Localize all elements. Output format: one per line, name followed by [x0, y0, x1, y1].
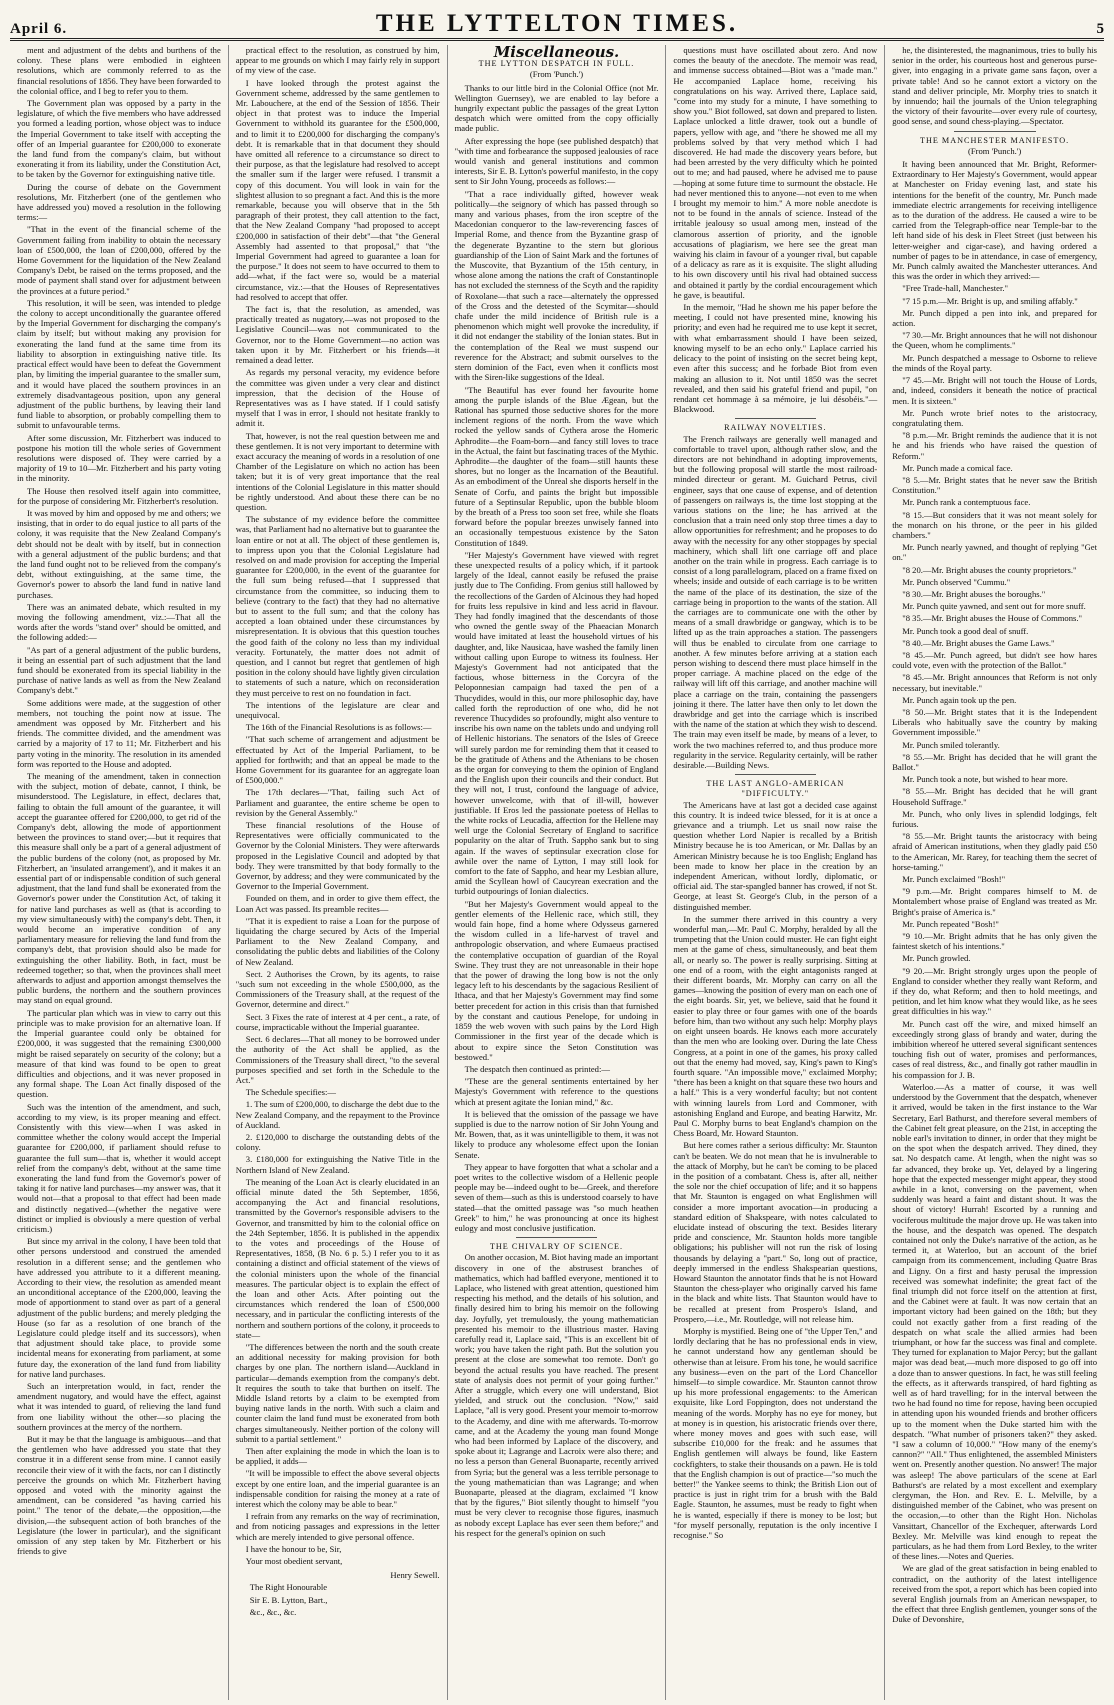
- article-paragraph: Mr. Punch again took up the pen.: [902, 694, 1017, 705]
- article-paragraph: "As part of a general adjustment of the public burdens, it being an essential part of such adjustment that the land fund should be exonerated from its special liability in the purchase of native lands as well as from the New Zealand Company's debt.": [17, 644, 221, 696]
- article-paragraph: "That in the event of the financial scheme of the Government failing from inability to obtain the necessary loan of £500,000, the loan of £200,000, offered by the Home Government for the liquidation of the New Zealand Company's Debt, be raised on the terms proposed, and the mode of payment shall stand over for adjustment between the provinces at a future period.": [17, 224, 221, 296]
- article-paragraph: he, the disinterested, the magnanimous, tries to bully his senior in the order, his courteous host and generous purse-giver, into engaging in a private game sans façon, over a private table! And so he cannot extort a victory on the stand and deliver principle, Mr. Morphy tries to snatch it by innuendo; hail the journals of the Union telegraphing the victory of their favourite—over every rule of courtesy, good sense, and sound chess-playing.—Spectator.: [892, 45, 1097, 127]
- article-paragraph: The French railways are generally well managed and comfortable to travel upon, although rather slow, and the directors are not behindhand in adopting improvements, but the following proposal will startle the most railroad-minded directeur or gerant. M. Guichard Petrus, civil engineer, says that one cause of expense, and of detention of passengers on railways is, the time lost stopping at the various stations on the line; he has arrived at the conclusion that a train need only stop three times a day to allow opportunities for refreshment; and he proposes to do away with the necessity for any other stoppages by special machinery, which shall lift one carriage off and place another on the train while in progress. Each carriage is to consist of a long parallelogram, placed on a frame fixed on wheels; inside and outside of each carriage is to be written the name of the place of its destination, the size of the carriage being in proportion to the wants of the station. All the carriages are to communicate one with the other by means of a small drawbridge or gangway, which is to be lifted up as the train approaches a station. The passengers will thus be enabled to circulate from one carriage to another. A few minutes before arriving at a station each person wishing to descend there must place himself in the proper carriage. A machine placed on the edge of the railway will lift off this carriage, and another machine will place a carriage on the train, containing the passengers joining it there. The latter have then only to let down the drawbridge and get into the carriage which is inscribed with the name of the station at which they wish to descend. The train may even itself be made, by means of a lever, to work the two machines referred to, and thus produce more regularity in the service. Regularity certainly, will be rather desirable.—Building News.: [673, 433, 878, 771]
- article-paragraph: "8 20.—Mr. Bright abuses the county proprietors.": [902, 564, 1077, 575]
- article-paragraph: Mr. Punch rank a contemptuous face.: [902, 497, 1031, 508]
- article-paragraph: In the summer there arrived in this country a very wonderful man,—Mr. Paul C. Morphy, heralded by all the trumpeting that the Union could muster. He can fight eight men at the game of chess, simultaneously, and beat them all, or nearly so. The power is really surprising. Sitting at one end of a room, with the eight antagonists ranged at their different boards, Mr. Morphy can carry on all the games—knowing the position of every man on each one of the eight boards. Sir, yet, we believe, said that he found it easier to play three or four games with one of the boards before him, than two without any such help: Morphy plays on eight unseen boards. He knows each more accurately than the men who are looking over. During the late Chess Congress, at a point in one of the games, his proxy called out that the enemy had moved, say, King's pawn to King's fourth square. "An impossible move," exclaimed Morphy; "there has been a knight on that square these two hours and a half." This is a very wonderful faculty; but not content with winning laurels from Lord and Commoner, with astonishing England and Europe, and beating Harwitz, Mr. Paul C. Morphy burns to beat England's champion on the Chess Board, Mr. Howard Staunton.: [673, 913, 878, 1139]
- section-heading: Miscellaneous.: [493, 45, 620, 61]
- section-divider: [954, 131, 1036, 132]
- article-paragraph: During the course of debate on the Government resolutions, Mr. Fitzherbert (one of the gentlemen who have addressed you) moved a resolution in the following terms:—: [17, 181, 221, 223]
- article-paragraph: "8 40.—Mr. Bright abuses the Game Laws.": [902, 637, 1055, 648]
- column-4: [666, 45, 885, 1700]
- issue-date: April 6.: [10, 21, 68, 37]
- article-paragraph: Mr. Punch made a comical face.: [902, 462, 1013, 473]
- article-paragraph: The House then resolved itself again into committee, for the purpose of considering Mr. Fitzherbert's resolution.: [17, 485, 221, 506]
- article-paragraph: Your most obedient servant,: [245, 1556, 343, 1567]
- article-paragraph: Mr. Punch exclaimed "Bosh!": [902, 874, 1006, 885]
- article-paragraph: But since my arrival in the colony, I have been told that other persons understood and construed the amended resolution in a different sense; and the gentlemen who have addressed you attribute to it a different meaning. According to their view, the resolution as amended meant an unconditional acceptance of the £200,000, leaving the mode of apportionment to stand over as part of a general adjustment of the public burdens; and merely pledging the House (so far as a resolution of one branch of the Legislature could pledge itself and its successors), when that adjustment should take place, to provide some incidental means for exonerating from parliament, at some future day, the exoneration of the land fund from liability for native land purchases.: [17, 1236, 221, 1379]
- article-paragraph: "8 p.m.—Mr. Bright reminds the audience that it is not he and his friends who have raised the question of Reform.": [892, 430, 1097, 461]
- article-paragraph: The particular plan which was in view to carry out this principle was to make provision for an alternative loan. If the Imperial guarantee could only be obtained for £200,000, it was suggested that the remaining £300,000 might be raised separately on security of the colony; but a measure of that kind was found to be open to great difficulties and objections, and it was never proposed in any formal shape. The Loan Act finally disposed of the question.: [17, 1007, 221, 1100]
- article-paragraph: practical effect to the resolution, as construed by him, appear to me grounds on which I may fairly rely in support of my view of the case.: [235, 45, 440, 76]
- article-paragraph: questions must have oscillated about zero. And now comes the beauty of the anecdote. The memoir was read, and immense success obtained—Biot was a "made man." He accompanied Laplace home, receiving his congratulations on his way. Arrived there, Laplace said, "come into my study for a minute, I have something to show you." Biot followed, sat down and prepared to listen. Laplace unlocked a little drawer, took out a bundle of papers, yellow with age, and "there he showed me all my problems solved by that very method which I had discovered. He had made the discovery years before, but had been arrested by the very difficulty which he pointed out to me; and had paused, where he advised me to pause—hoping at some future time to surmount the obstacle. He had never mentioned this to anyone—not even to me when I brought my memoir to him." A more noble anecdote is not to be found in the annals of science. Instead of the irritable jealousy so usual among men, instead of the clamorous assertion of priority, and the ignoble accusations of plagiarism, we here see the great man waiving his claim in favour of a younger rival, but capable of a delicacy as rare as it is exquisite. The slight alluding to his own discovery until his rival had obtained success and obtained it partly by the cordial encouragement which he gave, is beautiful.: [673, 45, 878, 300]
- article-paragraph: We are glad of the great satisfaction in being enabled to contradict, on the authority of the latest intelligence received from the spot, a report which has been copied into several English journals from an American newspaper, to the effect that three English gentlemen, younger sons of the Duke of Devonshire,: [892, 1563, 1097, 1625]
- article-paragraph: Waterloo.—As a matter of course, it was well understood by the Government that the despatch, whenever it arrived, would be taken in the first instance to the War Secretary, Earl Bathurst, and therefore several members of the Cabinet felt great pleasure, on the 21st, in accepting the noble earl's invitation to dinner, in order that they might be on the spot when the despatch arrived. They dined, they sat. No despatch came. At length, when the night was so far advanced, they broke up. Yet, delayed by a lingering hope that the expected messenger might appear, they stood awhile in a knot, conversing on the pavement, when suddenly was heard a faint and distant shout. It was the shout of victory! Hurrah! Escorted by a running and vociferous multitude the major drove up. He was taken into the house, and the despatch was opened. The despatch contained not only the Duke's narrative of the action, as he termed it, at Waterloo, but an account of the brief campaign from its commencement, including Quatre Bras and Ligny. On a first and hasty perusal the impression received was somewhat indefinite; the great fact of the final triumph did not force itself on the attention at first, and the Cabinet were at fault. It was now certain that an important victory had been gained on the 18th; but they could not exactly gather from a first reading of the despatch on what scale the allied armies had been triumphant, or how far the success was final and complete. They turned for explanation to Major Percy; but the gallant major was dead beat,—much more disposed to go off into a doze than to answer questions. In fact, he was still feeling the effects, as it afterwards transpired, of hard fighting as well as of hard travelling; for in the interval between the two he had found no time for repose, having been occupied in attending upon his wounded friends and brother officers up to the moment when the Duke started him with the despatch. "What number of prisoners taken?" they asked. "I saw a column of 10,000." "How many of the enemy's cannon?" "All." Thus enlightened, the assembled Ministers went on. Presently another question. No answer! The major was asleep! The above particulars of the scene at Earl Bathurst's are related by a most excellent and exemplary clergyman, the Hon. and Rev. E. L. Melville, by a distinguished member of the Cabinet, who was present on the occasion,—to other than the Right Hon. Nicholas Vansittart, Chancellor of the Exchequer, afterwards Lord Bexley. Mr. Melville was kind enough to repeat the particulars, as he had them from Lord Bexley, to the writer of these lines.—Notes and Queries.: [892, 1081, 1097, 1562]
- article-paragraph: After some discussion, Mr. Fitzherbert was induced to postpone his motion till the whole series of Government resolutions were disposed of. They were carried by a majority of 19 to 10—Mr. Fitzherbert and his party voting in the minority.: [17, 432, 221, 484]
- article-paragraph: "That a race individually gifted, however weak politically—the seignory of which has passed through so many and various phases, from the iron sceptre of the Macedonian conqueror to the law-reverencing fasces of Imperial Rome, and thence from the Byzantine grasp of the degenerate Byzantine to the stern but glorious guardianship of the Lion of Saint Mark and the fortunes of the Muscovite, that Byzantium of the 15th century, in whose alone among the nations the craft of Constantinople has not excluded the sternness of the Scyth and the rapidity of Roxolane—that such a race—alternately the oppressed of the Cross and the detested of the Scymitar—should chafe under the mild incidence of British rule is a phenomenon which might well provoke the incredulity, if it did not endanger the stability of the Ionian states. But in the contemplation of the Real we must suspend our reverence for the Abstract; and submit ourselves to the stern dominion of the Fact, even when it conflicts most with the Siren-like suggestions of the Ideal.: [454, 188, 659, 383]
- article-paragraph: Mr. Punch observed "Cummu.": [902, 576, 1011, 587]
- article-paragraph: As regards my personal veracity, my evidence before the committee was given under a very clear and distinct impression, that the decision of the House of Representatives was as I have stated. If I could satisfy myself that I was in error, I should not hesitate frankly to admit it.: [235, 367, 440, 429]
- article-paragraph: 1. The sum of £200,000, to discharge the debt due to the New Zealand Company, and the repayment to the Province of Auckland.: [235, 1099, 440, 1130]
- article-title: RAILWAY NOVELTIES.: [724, 423, 827, 433]
- article-paragraph: Mr. Punch quite yawned, and sent out for more snuff.: [902, 601, 1086, 612]
- section-divider: [735, 418, 817, 419]
- article-paragraph: Sect. 6 declares—That all money to be borrowed under the authority of the Act shall be applied, as the Commissioners of the Treasury shall direct, "to the several purposes specified and set forth in the Schedule to the Act.": [235, 1034, 440, 1085]
- section-divider: [735, 774, 817, 775]
- article-paragraph: "8 15.—But considers that it was not meant solely for the monarch on his throne, or the peer in his gilded chambers.": [892, 509, 1097, 540]
- article-paragraph: "But her Majesty's Government would appeal to the gentler elements of the Hellenic race, which still, they would fain hope, find a home where Odysseus garnered the wisdom culled in a life-harvest of travel and anthropologic observation, and where Eumaeus practised the contemplative occupation of guardian of the Royal Swine. They trust they are not unreasonable in their hope that the power of drawing the long bow is not the only legacy left to his descendants by the sagacious Resilient of Ithaca, and that her Majesty's Government may find some better precedent for action in this crisis than that furnished by the constant and cautious Penelope, for undoing in 1859 the web woven with such pains by the Lord High Commissioner in the first year of the decade which is about to expire since the Seton Constitution was bestowed.": [454, 898, 659, 1062]
- article-paragraph: These financial resolutions of the House of Representatives were officially communicated to the Governor by the Colonial Ministers. They were afterwards proposed in the Legislative Council and adopted by that body. They were transmitted by that body formally to the Governor, by address; and they were communicated by the Governor to the Imperial Government.: [235, 820, 440, 892]
- article-paragraph: "That it is expedient to raise a Loan for the purpose of liquidating the charge secured by Acts of the Imperial Parliament to the New Zealand Company, and consolidating the public debts and liabilities of the Colony of New Zealand.: [235, 915, 440, 967]
- article-paragraph: Mr. Punch repeated "Bosh!": [902, 918, 999, 929]
- article-paragraph: "The differences between the north and the south create an additional necessity for making provision for both charges by one plan. The northern island—Auckland in particular—demands exemption from the company's debt. It requires the south to take that burthen on itself. The Middle Island retorts by a claim to be exempted from buying native lands in the north. With such a claim and counter claim the land fund must be exonerated from both charges simultaneously. Neither portion of the colony will submit to a partial settlement.": [235, 1341, 440, 1444]
- article-paragraph: Thanks to our little bird in the Colonial Office (not Mr. Wellington Guernsey), we are enabled to lay before a hungrily expectant public the passages of the great Lytton despatch which were omitted from the copy officially made public.: [454, 82, 659, 134]
- article-paragraph: This resolution, it will be seen, was intended to pledge the colony to accept unconditionally the guarantee offered by the Imperial Government for discharging the company's claim by itself; but without making any provision for exonerating the land fund at the same time from its liability to absorption in extinguishing native title. Its practical effect would have been to defeat the Government plan, by limiting the imperial guarantee to the smaller sum, and it would have placed the southern provinces in an extremely disadvantageous position, upon any general adjustment of the public burthens, by leaving their land fund liable to absorption, or probably compelling them to submit to unfavourable terms.: [17, 297, 221, 431]
- article-paragraph: The 16th of the Financial Resolutions is as follows:—: [245, 722, 432, 733]
- article-paragraph: Sect. 3 Fixes the rate of interest at 4 per cent., a rate, of course, impracticable without the Imperial guarantee.: [235, 1011, 440, 1032]
- column-1: [10, 45, 229, 1700]
- page-number: 5: [1096, 21, 1104, 37]
- letter-addressee: &c., &c., &c.: [249, 1606, 297, 1617]
- article-paragraph: The 17th declares—"That, failing such Act of Parliament and guarantee, the entire scheme be open to revision by the General Assembly.": [235, 787, 440, 818]
- letter-addressee: Sir E. B. Lytton, Bart.,: [249, 1594, 328, 1605]
- article-paragraph: "8 45.—Mr. Bright announces that Reform is not only necessary, but inevitable.": [892, 672, 1097, 693]
- article-paragraph: Mr. Punch took a good deal of snuff.: [902, 625, 1029, 636]
- article-paragraph: "8 45.—Mr. Punch agreed, but didn't see how hares could vote, even with the protection of the Ballot.": [892, 649, 1097, 671]
- article-title: THE LYTTON DESPATCH IN FULL.: [478, 59, 635, 69]
- article-paragraph: "9 p.m.—Mr. Bright compares himself to M. de Montalembert whose praise of England was treated as Mr. Bright's praise of America is.": [892, 886, 1097, 917]
- newspaper-title: THE LYTTELTON TIMES.: [375, 10, 739, 37]
- article-paragraph: Founded on them, and in order to give them effect, the Loan Act was passed. Its preamble recites—: [235, 893, 440, 914]
- section-divider: [516, 1237, 598, 1238]
- article-paragraph: Mr. Punch growled.: [902, 953, 971, 964]
- article-paragraph: "8 55.—Mr. Bright has decided that he will grant Household Suffrage.": [892, 786, 1097, 807]
- article-paragraph: Sect. 2 Authorises the Crown, by its agents, to raise "such sum not exceeding in the whole £500,000, as the Commissioners of the Treasury shall, at the request of the Governor, determine and direct.": [235, 968, 440, 1010]
- article-paragraph: In the memoir, "Had he shown me his paper before the meeting, I could not have presented mine, knowing his priority; and even had he required me to use kept it secret, with what embarrassment should I have been seized, knowing myself to be an echo only." Laplace carried his delicacy to the point of insisting on the secret being kept, even after this success; and he forbade Biot from even making an allusion to it. Not until 1850 was the secret revealed, and then said his grateful friend and pupil, "on rendant cet hommage à sa mémoire, je lui désobéis."—Blackwood.: [673, 302, 878, 415]
- article-paragraph: I refrain from any remarks on the way of recrimination, and from noticing passages and expressions in the letter which are merely intended to give personal offence.: [235, 1511, 440, 1542]
- article-paragraph: They appear to have forgotten that what a scholar and a poet writes to the collective wisdom of a Hellenic people people may be—indeed ought to be—Greek, and therefore seven of them—such as this is understood coarsely to have stated—that the omitted passage was "so much heathen Greek" to him," he was pronouncing at once its highest eulogy and most conclusive justification.: [454, 1161, 659, 1233]
- letter-addressee: The Right Honourable: [249, 1582, 328, 1593]
- article-paragraph: "8 55.—Mr. Bright has decided that he will grant the Ballot.": [892, 751, 1097, 772]
- letter-signature: Henry Sewell.: [390, 1570, 440, 1581]
- article-paragraph: I have looked through the protest against the Government scheme, addressed by the same gentlemen to Mr. Labouchere, at the end of the Session of 1856. Their object in that protest was to induce the Imperial Government to withhold its guarantee for the £500,000, and to limit it to £200,000 for discharging the company's debt. It is remarkable that in that document they should have omitted all reference to a circumstance so direct to their purpose, as that the legislature had resolved to accept the smaller sum if the larger were refused. I transmit a copy of this document. You will look in vain for the slightest allusion to so pregnant a fact. And this is the more remarkable, because you will observe that in the 5th paragraph of their protest, they call attention to the fact, that the New Zealand Company "had proposed to accept £200,000 in satisfaction of their debt"—that "the General Assembly had assented to that proposal," that "the Imperial Government had agreed to guarantee a loan for the purpose." It does not seem to have occurred to them to add—what, if the fact were so, would be a material circumstance, viz.:—that the Houses of Representatives had resolved to accept that offer.: [235, 77, 440, 302]
- article-paragraph: Mr. Punch took a note, but wished to hear more.: [902, 774, 1068, 785]
- article-title: THE MANCHESTER MANIFESTO.: [919, 135, 1070, 145]
- article-paragraph: Mr. Punch nearly yawned, and thought of replying "Get on.": [892, 542, 1097, 563]
- article-paragraph: Mr. Punch dipped a pen into ink, and prepared for action.: [892, 307, 1097, 329]
- article-paragraph: "8 35.—Mr. Bright abuses the House of Commons.": [902, 613, 1083, 624]
- article-paragraph: The substance of my evidence before the committee was, that Parliament had no alternative but to guarantee the loan entire or not at all. The object of these gentlemen is, to impress upon you that the Colonial Legislature had resolved on and made provision for accepting the Imperial guarantee for £200,000, in the event of the guarantee for the full sum being refused—that I suppressed that circumstance from the committee, so inducing them to believe (contrary to the fact) that they had no alternative but to assent to the full sum; and that the colony has accepted a loan obtained under these circumstances by misrepresentation. It is obvious that this question touches the good faith of the colony no less than my individual veracity. Fortunately, the matter does not admit of question, and I cannot but regret that gentlemen of high position in the colony should have lightly given circulation to statements of such a nature, which on reconsideration they must perceive to rest on no foundation in fact.: [235, 514, 440, 698]
- masthead: [10, 8, 1104, 41]
- article-paragraph: Then after explaining the mode in which the loan is to be applied, it adds—: [235, 1446, 440, 1467]
- article-paragraph: "7 30.—Mr. Bright announces that he will not dishonour the Queen, whom he compliments.": [892, 330, 1097, 351]
- article-paragraph: "That such scheme of arrangement and adjustment be effectuated by Act of the Imperial Parliament, to be applied for forthwith; and that an appeal be made to the Home Government for its guarantee for an aggregate loan of £500,000.": [235, 734, 440, 786]
- article-paragraph: Morphy is mystified. Being one of "the Upper Ten," and lordly declaring that he has no professional ends in view, he cannot understand how any gentleman should be otherwise than at leisure. From his tone, he would sacrifice any business—even on the part of the Lord Chancellor himself—to simple cowardice. Mr. Staunton cannot throw up his more professional engagements: to the American exquisite, like Lord Foppington, does not understand the meaning of the words. Morphy has no eye for money, but at money is in question, his aristocratic friends over there, where money moves and goes with such ease, will subscribe £10,000 for the freak: and he assumes that English gentlemen will always be found, like Eastern cockfighters, to stake their thousands on a pawn. He is told that the English champion is out of practice—"so much the better!" the Yankee seems to think; the British Lion out of practice is just in right trim for a brush with the Bald Eagle. Staunton, he assumes, must be ready to fight when he is wanted, especially if there is money to be lost; but "for myself personally, reputation is the only incentive I recognise." So: [673, 1325, 878, 1541]
- article-paragraph: But here comes rather a serious difficulty: Mr. Staunton can't be beaten. We do not mean that he is invulnerable to the attack of Morphy, but he can't be coming to be placed in the position of a combatant. Chess is, after all, neither the sole nor the chief occupation of life; and it so happens that Mr. Staunton is engaged on what Englishmen will consider a more important avocation—in producing a standard edition of Shakspeare, with notes calculated to elucidate instead of obscuring the text. Besides literary pride and conscience, Mr. Staunton holds more tangible obligations; his publisher will not run the risk of losing thousands by delaying a "part." So, long out of practice, deeply immersed in the endless Shakspearian questions, Howard Staunton the annotator finds that he is not Howard Staunton the chess-player who originally carved his fame in the black and white lists. That Staunton would have to be recalled at present from Prospero's Island, and Prospero,—i.e., Mr. Routledge, will not release him.: [673, 1140, 878, 1324]
- column-3: [448, 45, 667, 1700]
- article-source: (From 'Punch.'): [967, 145, 1022, 156]
- article-paragraph: It was moved by him and opposed by me and others; we insisting, that in order to do equal justice to all parts of the colony, it was requisite that the New Zealand Company's debt should not be dealt with by itself, but in connection with a general adjustment of the public burdens; and that the land fund ought not to be relieved from the company's debt, without extinguishing, at the same time, the Governor's power to absorb the land fund in native land purchases.: [17, 507, 221, 600]
- article-paragraph: On another occasion, M. Biot having made an important discovery in one of the abstrusest branches of mathematics, which had baffled everyone, mentioned it to Laplace, who listened with great attention, questioned him respecting his method, and the details of his solution, and finally desired him to bring his memoir on the following day. Joyfully, yet tremulously, the young mathematician presented his memoir to the illustrious master. Having carefully read it, Laplace said, "This is an excellent bit of work; you have taken the right path. But the solution you present at the close are somewhat too remote. Don't go beyond the actual results you have reached. The present state of analysis does not permit of your going further." After a struggle, which every one will understand, Biot yielded, and struck out the conclusion. "Now," said Laplace, "all is very good. Present your memoir to-morrow to the Academy, and dine with me afterwards. To-morrow came, and at the Academy the young man found Monge who had been informed by Laplace of the discovery, and spoke about it; Lagrange and Lacroix were also there; and no less a person than General Buonaparte, recently arrived from Syria; but the general was a less terrible personage to the young mathematician than was Lagrange; and when Buonaparte, pleased at the diagram, exclaimed "I know that by the figures," Biot silently thought to himself "you must be very clever to recognise those figures, inasmuch as nobody except Laplace has ever seen them before;" and his respect for the general's opinion on such: [454, 1252, 659, 1538]
- article-paragraph: "Free Trade-hall, Manchester.": [902, 283, 1009, 294]
- article-paragraph: The Government plan was opposed by a party in the legislature, of which the five members who have addressed you formed a leading portion, whose object was to induce the Imperial Government to take itself with accepting the offer of an Imperial guarantee for £200,000 to exonerate the land fund from the company's claim, but without exonerating it from its liability, under the Constitution Act, to be taken by the Governor for extinguishing native title.: [17, 98, 221, 180]
- article-paragraph: Mr. Punch wrote brief notes to the aristocracy, congratulating them.: [892, 407, 1097, 428]
- article-paragraph: The Schedule specifies:—: [245, 1087, 337, 1098]
- column-2: [229, 45, 448, 1700]
- article-paragraph: It having been announced that Mr. Bright, Reformer-Extraordinary to Her Majesty's Government, would appear at Manchester on Friday evening last, and state his intentions for the benefit of the country, Mr. Punch made immediate electric arrangements for receiving intelligence as to the duration of the address. He caused a wire to be carried from the Telegraph-office near Temple-bar to the left hand side of his desk in Fleet Street (just between his letter-weigher and cigar-case), and having ordered a number of pages to be in attendance, in case of emergency, Mr. Punch calmly awaited the Manchester utterances. And this was the order in which they arrived:—: [892, 159, 1097, 282]
- article-paragraph: "8 55.—Mr. Bright taunts the aristocracy with being afraid of American institutions, when they gladly paid £50 to the American, Mr. Rarey, for teaching them the secret of horse-taming.": [892, 831, 1097, 872]
- article-paragraph: The fact is, that the resolution, as amended, was practically treated as nugatory,—was not proposed to the Legislative Council—was not communicated to the Governor, nor to the Home Government—no action was taken upon it by Mr. Fitzherbert or his friends—it remained a dead letter.: [235, 304, 440, 366]
- article-paragraph: There was an animated debate, which resulted in my moving the following amendment, viz.:—That all the words after the words "stand over" should be omitted, and the following added:—: [17, 601, 221, 643]
- article-paragraph: But it may be that the language is ambiguous—and that the gentlemen who have addressed you state that they construe it in a different sense from mine. I cannot easily reconcile their view of it with the facts, nor can I distinctly perceive the grounds on which Mr. Fitzherbert having opposed and voted with the minority against the amendment, can be considered "as having carried his point." The tenor of the debate,—the opposition,—the division,—the subsequent action of both branches of the Legislature (the lower in particular), and the significant omission of any step taken by Mr. Fitzherbert or his friends to give: [17, 1434, 221, 1557]
- article-source: (From 'Punch.'): [529, 69, 584, 80]
- article-paragraph: 3. £180,000 for extinguishing the Native Title in the Northern Island of New Zealand.: [235, 1154, 440, 1175]
- article-paragraph: "The Beautiful has ever found her favourite home among the purple islands of the Blue Ægean, but the Rational has spurned those seductive shores for the more inclement regions of the north. From the wave which rocked the yellow sands of Cythera arose the Homeric Aphrodite—the Foam-born—and fancy still loves to trace in the Actual, the faint but fascinating traces of the Mythic. Aphrodite—the daughter of the foam—still haunts these shores, but no longer as the Incarnation of the Beautiful. As an embodiment of the Unreal she disports herself in the Senate of Corfu, and paints the bright but impossible future of a Septinsular Republic, upon the bubble bloom by the breath of a Press too soon set free, while she floats forward before the popular breezes unwisely fanned into an occasionally tempestuous existence by the Saton Constitution of 1849.: [454, 384, 659, 548]
- article-paragraph: 2. £120,000 to discharge the outstanding debts of the colony.: [235, 1131, 440, 1153]
- article-paragraph: "Her Majesty's Government have viewed with regret these unexpected results of a policy which, if it partook largely of the Ideal, cannot easily be refused the praise justly due to The Confiding. From genius still hallowed by the recollections of the Garden of Alcinous they had hoped for fruits less repulsive in kind and less acrid in flavour. They had fondly imagined that the descendants of those who owned the gentle sway of the Phaeacian Monarch would have imitated at least the household virtues of his daughter, and, like Nausicaa, have washed the family linen without calling upon Europe to witness its foulness. Her Majesty's Government had not anticipated that the factious, whose bitterness in the Corcyra of the Peloponnesian campaign had taxed the pen of a Thucydides, would in this, our more philosophic day, have called forth the reproduction of one who, did he not reverence Thucydides so profoundly, might also venture to inscribe his own name on the tablets undo and undying roll of Hellenic historians. The senators of the Isles of Greece will surely pardon me for reminding them that it ceased to be the gratitude of Athens and the Athenians to be chosen as the organ for conveying to them the opinion of England and the English upon their councils and their conduct. But they will not, I trust, confound the language of advice, however unwelcome, with that of ill-will, however justifiable. If Eros led the passionate poetess of Hellas to the white rocks of Leucadia, affection for the Hellene may well urge the Colonial Secretary of England to sacrifice popularity on the altar of Truth. Sappho sank but to sing again. If the waves of septinsular execration close for awhile over the name of Lytton, I may still look for comfort to the fate of Sappho, and hear my Lesbian allure, amid the Scyllean howl of Caucyrean execration and the turbid outpourings of Ionian dialectics.: [454, 549, 659, 897]
- article-paragraph: Such an interpretation would, in fact, render the amendment nugatory, and would have the effect, against what it was intended to guard, of relieving the land fund from one liability without the other—so placing the southern provinces at the mercy of the northern.: [17, 1381, 221, 1432]
- article-paragraph: "It will be impossible to effect the above several objects except by one entire loan, and the imperial guarantee is an indispensable condition for raising the money at a rate of interest which the colony may be able to bear.": [235, 1468, 440, 1510]
- article-paragraph: The despatch then continued as printed:—: [464, 1063, 610, 1074]
- article-paragraph: Such was the intention of the amendment, and such, according to my view, is its proper meaning and effect. Consistently with this view—when I was asked in committee whether the colony would accept the Imperial guarantee for £200,000, if parliament should refuse to guarantee the full sum—that is, whether it would accept relief from the company's debt, without at the same time exonerating the land fund from the Governor's power of taking it for native land purchases—my answer was, that it would not—that a proposal to that effect had been made and distinctly negatived—(whether the negative were distinct or implied is obviously a mere question of verbal criticism.): [17, 1101, 221, 1234]
- article-title: THE LAST ANGLO-AMERICAN "DIFFICULTY.": [706, 779, 845, 799]
- article-paragraph: Some additions were made, at the suggestion of other members, not touching the point now at issue. The amendment was opposed by Mr. Fitzherbert and his friends. The committee divided, and the amendment was carried by a majority of 17 to 11; Mr. Fitzherbert and his party voting in the minority. The resolution in its amended form was reported to the House and adopted.: [17, 697, 221, 769]
- article-paragraph: "7 45.—Mr. Bright will not touch the House of Lords, and, indeed, considers it beneath the notice of practical men. It is sixteen.": [892, 375, 1097, 406]
- article-paragraph: The intentions of the legislature are clear and unequivocal.: [235, 699, 440, 720]
- article-title: THE CHIVALRY OF SCIENCE.: [489, 1242, 624, 1252]
- article-paragraph: "8 50.—Mr. Bright states that it is the Independent Liberals who habitually save the country by making Government impossible.": [892, 706, 1097, 738]
- article-paragraph: The meaning of the amendment, taken in connection with the subject, motion of debate, cannot, I think, be misunderstood. The Legislature, in effect, declares that, failing to obtain the full amount of the guarantee, it will accept the guarantee offered for £200,000, to get rid of the Company's debt, allowing the mode of apportionment between the provinces to stand over;—but it requires that this measure shall only be a part of a general adjustment of the public burdens of the colony (not, as proposed by Mr. Fitzherbert, an 'insulated arrangement'), and it makes it an essential part of or indispensable condition of such general adjustment, that the land fund shall be exonerated from the Governor's power under the Constitution Act, of taking it for native land purchases as well as (that is according to my view simultaneously with) the company's debt. Then, it would become an imperative condition of any parliamentary measure for relieving the land fund from the company's debt, that provision should also be made for extinguishing the other liability. Both, in fact, must be redeemed together; so that, when the provinces shall meet afterwards to adjust and apportion amongst themselves the public burdens, the northern and the southern provinces may stand on equal ground.: [17, 771, 221, 1006]
- article-paragraph: "These are the general sentiments entertained by her Majesty's Government with reference to the questions which at present agitate the Ionian mind," &c.: [454, 1076, 659, 1107]
- article-paragraph: The meaning of the Loan Act is clearly elucidated in an official minute dated the 5th September, 1856, accompanying the Act and financial resolutions, transmitted by the Governor's responsible advisers to the Governor, and transmitted by him to the colonial office on the 24th September, 1856. It is published in the appendix to the votes and proceedings of the House of Representatives, 1858, (B No. 6 p. 5.) I refer you to it as containing a distinct and official statement of the views of the colonial ministers upon the whole of the financial measures. The particular object is to explain the effect of the loan and other Acts. After pointing out the circumstances which rendered the loan of £500,000 necessary, and in particular the conflicting interests of the northern and southern portions of the colony, it proceeds to state—: [235, 1176, 440, 1340]
- article-paragraph: Mr. Punch smiled tolerantly.: [902, 739, 1000, 750]
- article-paragraph: "7 15 p.m.—Mr. Bright is up, and smiling affably.": [902, 295, 1078, 306]
- article-paragraph: After expressing the hope (see published despatch) that "with time and forbearance the supposed jealousies of race would vanish and general institutions and common interests, Sir E. B. Lytton's powerful manifesto, in the copy sent to Sir John Young, proceeds as follows:—: [454, 135, 659, 187]
- article-paragraph: Mr. Punch despatched a message to Osborne to relieve the minds of the Royal party.: [892, 352, 1097, 373]
- column-5: [885, 45, 1104, 1700]
- article-paragraph: "8 30.—Mr. Bright abuses the boroughs.": [902, 588, 1046, 599]
- article-paragraph: ment and adjustment of the debts and burthens of the colony. These plans were embodied in eighteen resolutions, which are commonly referred to as the financial resolutions of 1856. They have been forwarded to the colonial office, and I beg to refer you to them.: [17, 45, 221, 96]
- article-paragraph: "9 10.—Mr. Bright admits that he has only given the faintest sketch of his intentions.": [892, 931, 1097, 952]
- article-paragraph: Mr. Punch cast off the wire, and mixed himself an exceedingly strong glass of brandy and water, during the imbibition whereof he uttered several significant sentences touching fish out of water, promises and performances, cases of real distress, &c., and finally got rather maudlin in his compassion for J. B.: [892, 1018, 1097, 1080]
- article-paragraph: Mr. Punch, who only lives in splendid lodgings, felt furious.: [892, 808, 1097, 830]
- columns: [10, 45, 1104, 1700]
- article-paragraph: "8 5.—Mr. Bright states that he never saw the British Constitution.": [892, 474, 1097, 496]
- article-paragraph: The Americans have at last got a decided case against this country. It is indeed twice blessed, for it is at once a grievance and a triumph. Let us snail now raise the question whether Lord Napier is recalled by a British Ministry because he is too American, or Mr. Dallas by an American Ministry because he is too English; England has been made to know her place in the creation by an independent American, without lordly, diplomatic, or official aid. The star-spangled banner has crowed, if not St. George, at least St. George's Club, in the person of a distinguished member.: [673, 799, 878, 912]
- article-paragraph: "9 20.—Mr. Bright strongly urges upon the people of England to consider whether they really want Reform, and if they do, what Reform; and then to hold meetings, and petition, and let him know what they would like, as he sees great difficulties in his way.": [892, 965, 1097, 1017]
- article-paragraph: It is believed that the omission of the passage we have supplied is due to the narrow notion of Sir John Young and Mr. Bowen, that, as it was unintelligible to them, it was not likely to produce any wholesome effect upon the Ionian Senate.: [454, 1108, 659, 1160]
- article-paragraph: I have the honour to be, Sir,: [245, 1543, 342, 1554]
- article-paragraph: That, however, is not the real question between me and these gentlemen. It is not very important to determine with exact accuracy the meaning of words in a resolution of one Chamber of the Legislature on which no action has been taken; but it is of very great importance that the real intentions of the Colonial Legislature in this matter should be rightly understood. And about these there can be no question.: [235, 430, 440, 512]
